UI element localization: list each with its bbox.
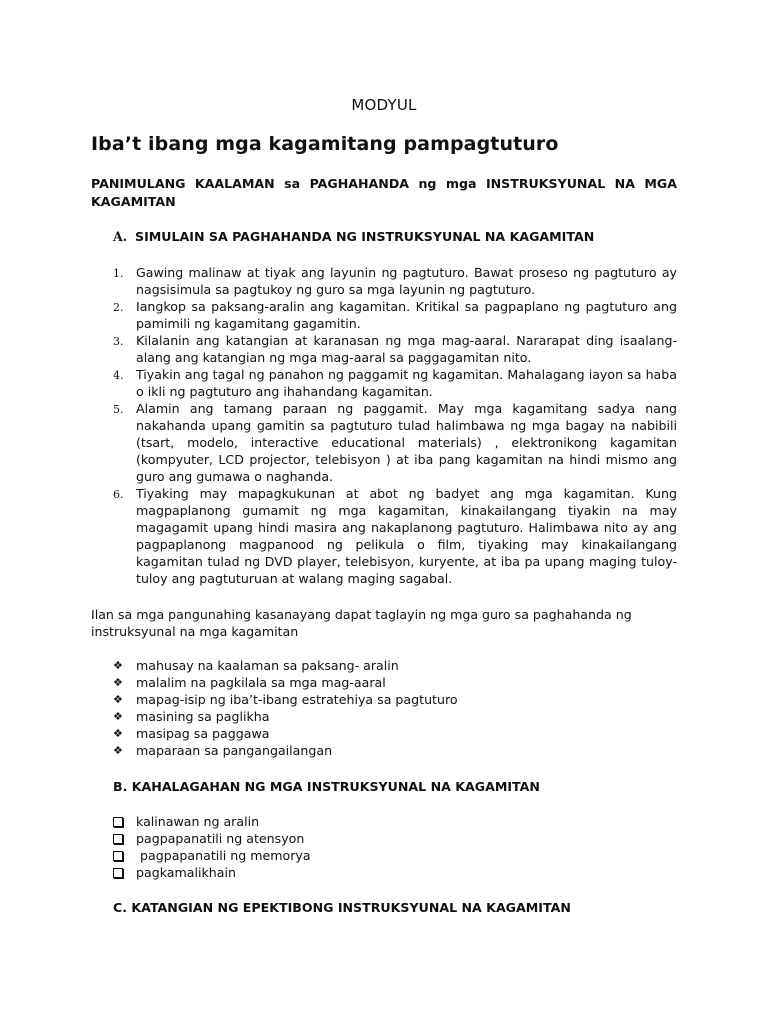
list-item [113,725,673,742]
list-item-text: Alamin ang tamang paraan ng paggamit. May mga kagamitang sadya nang nakahanda upang gamitin sa pagtuturo tulad halimbawa ng mga bagay na nabibili (tsart, modelo, interactive educational materials) , elektronikong kagamitan (kompyuter, LCD projector, telebisyon ) at iba pang kagamitan na hindi mismo ang guro ang gumawa o naghanda. [136,401,677,484]
list-item [113,830,673,847]
list-item [113,264,677,298]
list-item-text: Tiyaking may mapagkukunan at abot ng badyet ang mga kagamitan. Kung magpaplanong gumamit ng mga kagamitan, kinakailangang tiyakin na may magagamit upang hindi masira ang nakaplanong pagtuturo. Halimbawa nito ay ang pagpaplanong magpanood ng pelikula o film, tiyaking may kinakailangang kagamitan tulad ng DVD player, telebisyon, kuryente, at iba pa upang maging tuloy-tuloy ang pagtuturuan at walang maging sagabal. [136,486,677,586]
list-item-text: mapag-isip ng iba’t-ibang estratehiya sa pagtuturo [136,692,458,707]
list-item [113,366,677,400]
checkbox-icon [113,834,123,844]
list-item-text: malalim na pagkilala sa mga mag-aaral [136,675,386,690]
list-item-text: kalinawan ng aralin [136,814,260,829]
skills-list [113,657,673,759]
diamond-bullet-icon: ❖ [113,676,123,689]
list-item [113,813,673,830]
section-a-title: SIMULAIN SA PAGHAHANDA NG INSTRUKSYUNAL NA KAGAMITAN [135,229,595,244]
list-item-text: masining sa paglikha [136,709,270,724]
checkbox-icon [113,868,123,878]
list-item-text: Kilalanin ang katangian at karanasan ng mga mag-aaral. Nararapat ding isaalang-alang ang katangian ng mga mag-aaral sa paggagamitan nito. [136,333,677,365]
list-number: 5. [113,403,124,416]
list-item [113,485,677,587]
importance-list [113,813,673,881]
list-item [113,674,673,691]
list-item [113,400,677,485]
diamond-bullet-icon: ❖ [113,710,123,723]
list-item [113,708,673,725]
checkbox-icon [113,817,123,827]
list-item [113,691,673,708]
principles-list [113,264,677,587]
list-item-text: mahusay na kaalaman sa paksang- aralin [136,658,399,673]
diamond-bullet-icon: ❖ [113,659,123,672]
section-a-heading [113,229,594,244]
list-item-text: pagkamalikhain [136,865,236,880]
list-item [113,742,673,759]
list-item [113,864,673,881]
module-header: MODYUL [351,96,417,114]
list-item-text: Iangkop sa paksang-aralin ang kagamitan. Kritikal sa pagpaplano ng pagtuturo ang pamimili ng kagamitang gagamitin. [136,299,677,331]
page-title: Iba’t ibang mga kagamitang pampagtuturo [91,133,559,155]
list-number: 4. [113,369,124,382]
diamond-bullet-icon: ❖ [113,727,123,740]
list-item [113,298,677,332]
list-item-text: Gawing malinaw at tiyak ang layunin ng pagtuturo. Bawat proseso ng pagtuturo ay nagsisimula sa pagtukoy ng guro sa mga layunin ng pagtuturo. [136,265,677,297]
list-number: 6. [113,488,124,501]
list-number: 2. [113,301,124,314]
list-item-text: masipag sa paggawa [136,726,270,741]
list-number: 1. [113,267,124,280]
list-item-text: maparaan sa pangangailangan [136,743,333,758]
section-c-heading: C. KATANGIAN NG EPEKTIBONG INSTRUKSYUNAL NA KAGAMITAN [113,900,571,915]
section-a-letter: A. [113,229,128,244]
list-item-text: pagpapanatili ng atensyon [136,831,305,846]
list-number: 3. [113,335,124,348]
list-item-text: pagpapanatili ng memorya [136,848,311,863]
section-b-heading: B. KAHALAGAHAN NG MGA INSTRUKSYUNAL NA KAGAMITAN [113,779,540,794]
diamond-bullet-icon: ❖ [113,693,123,706]
list-item [113,847,673,864]
list-item [113,657,673,674]
list-item-text: Tiyakin ang tagal ng panahon ng paggamit ng kagamitan. Mahalagang iayon sa haba o ikli ng pagtuturo ang ihahandang kagamitan. [136,367,677,399]
list-item [113,332,677,366]
diamond-bullet-icon: ❖ [113,744,123,757]
skills-intro-paragraph: Ilan sa mga pangunahing kasanayang dapat taglayin ng mga guro sa paghahanda ng instruksyunal na mga kagamitan [91,607,632,639]
intro-heading: PANIMULANG KAALAMAN sa PAGHAHANDA ng mga INSTRUKSYUNAL NA MGA KAGAMITAN [91,176,677,209]
checkbox-icon [113,851,123,861]
